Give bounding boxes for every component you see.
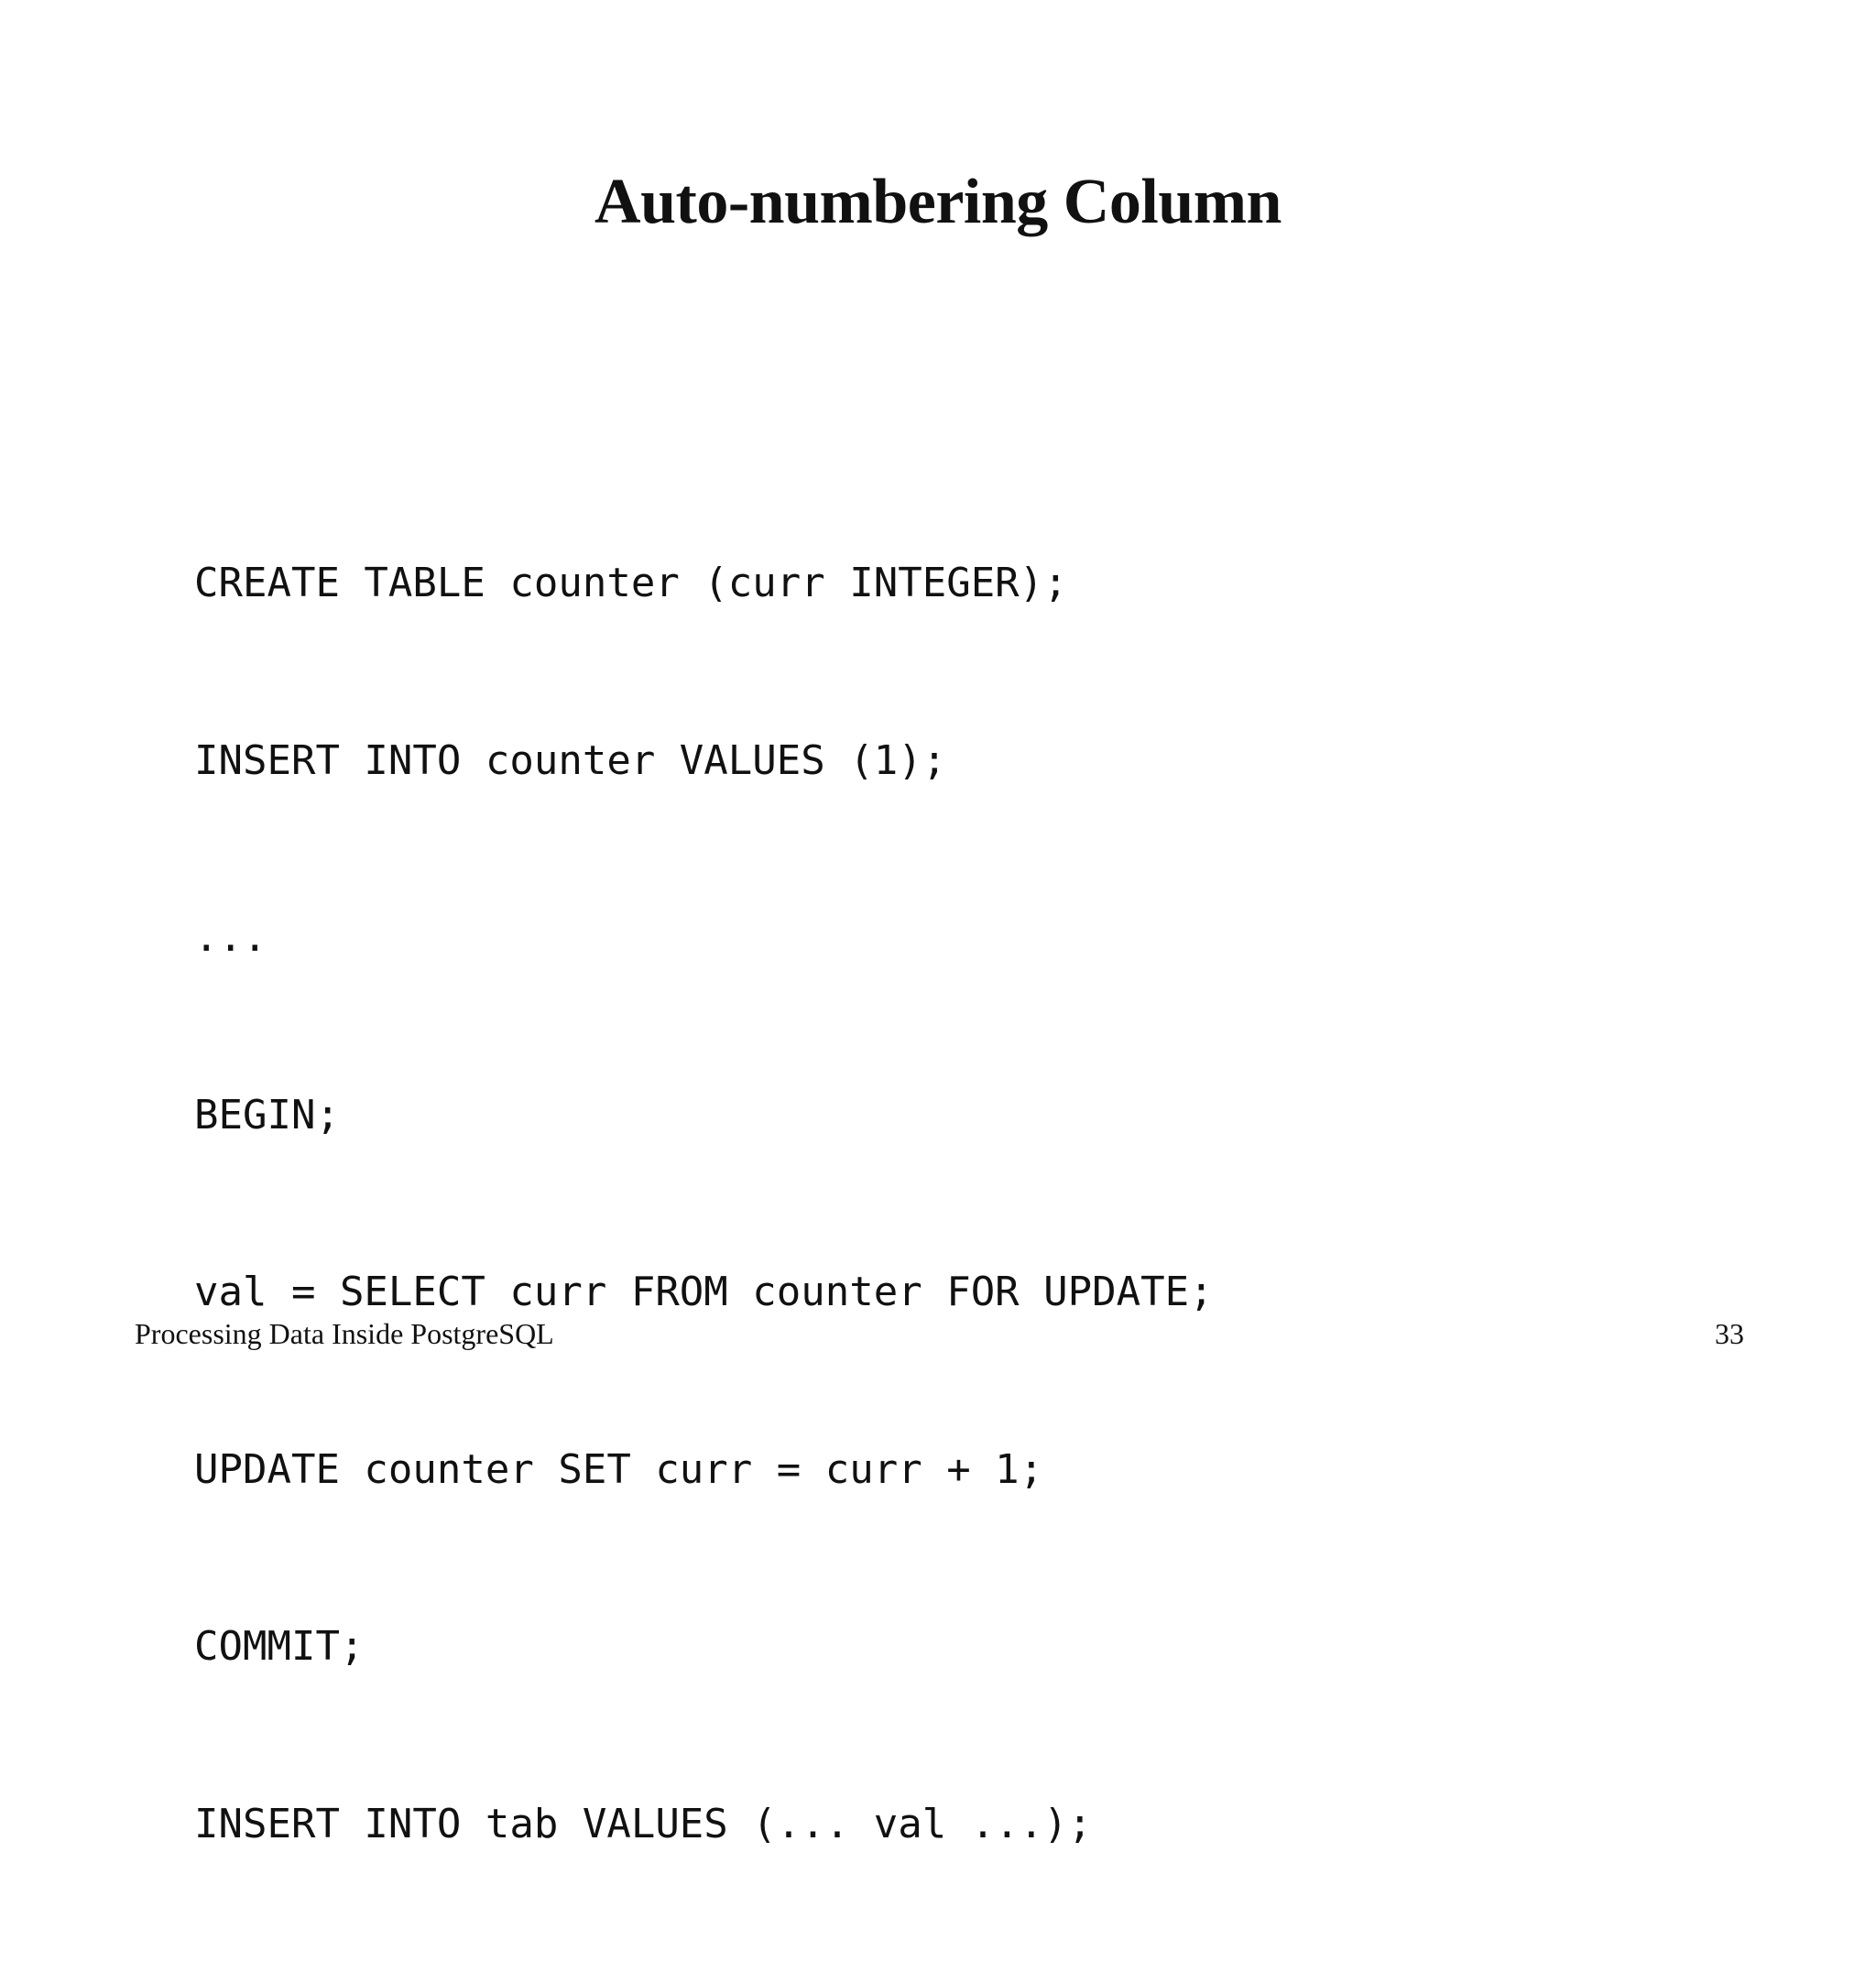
slide-title: Auto-numbering Column	[594, 167, 1282, 237]
code-line: ...	[194, 914, 267, 961]
sql-code-block	[194, 436, 1214, 1972]
code-line: val = SELECT curr FROM counter FOR UPDATE;	[194, 1269, 1214, 1315]
code-line: UPDATE counter SET curr = curr + 1;	[194, 1445, 1044, 1493]
code-line: INSERT INTO tab VALUES (... val ...);	[194, 1800, 1093, 1847]
code-line: INSERT INTO counter VALUES (1);	[194, 736, 947, 784]
page-number: 33	[1715, 1317, 1744, 1350]
code-line: COMMIT;	[194, 1623, 365, 1670]
footer-presentation-title: Processing Data Inside PostgreSQL	[135, 1317, 554, 1350]
code-line: BEGIN;	[194, 1091, 340, 1139]
code-line: CREATE TABLE counter (curr INTEGER);	[194, 560, 1068, 606]
